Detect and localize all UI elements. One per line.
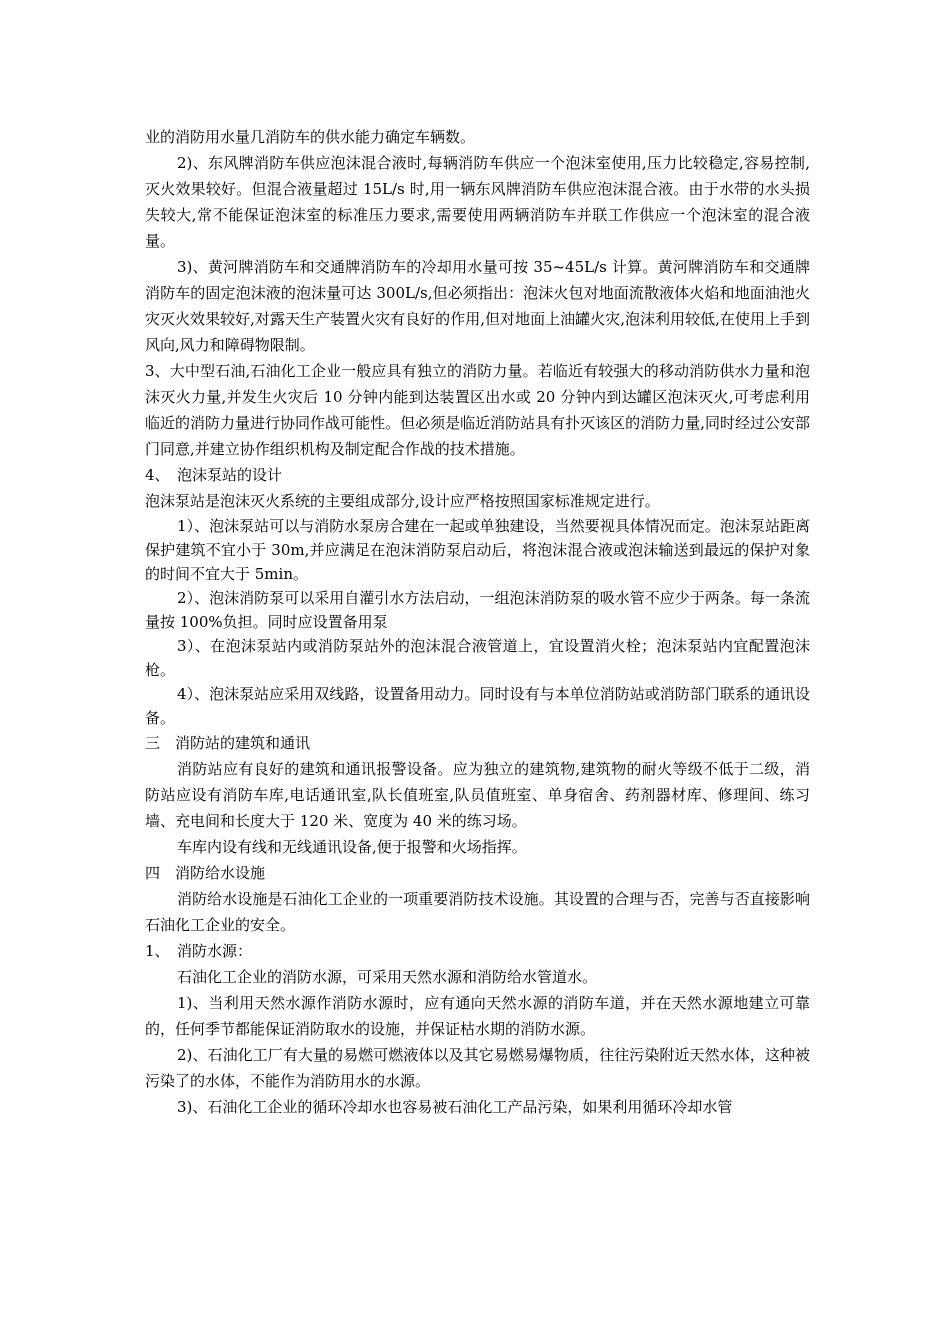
paragraph-13: 车库内设有线和无线通讯设备,便于报警和火场指挥。 [177,838,527,856]
paragraph-12: 消防站应有良好的建筑和通讯报警设备。应为独立的建筑物,建筑物的耐火等级不低于二级，消防站应设有消防车库,电话通讯室,队长值班室,队员值班室、单身宿舍、药剂器材库、修理间、练习墙、充电间和长度大于 120 米、宽度为 40 米的练习场。 [145,760,810,830]
paragraph-3: 3)、黄河牌消防车和交通牌消防车的冷却用水量可按 35~45L/s 计算。黄河牌消防车和交通牌消防车的固定泡沫液的泡沫量可达 300L/s,但必须指出：泡沫火包对地面流散液体火焰和地面油池火灾灭火效果较好,对露天生产装置火灾有良好的作用,但对地面上油罐火灾,泡沫利用较低,在使用上手到风向,风力和障碍物限制。 [145,258,810,354]
section-heading-water-source: 1、 消防水源： [145,942,253,960]
section-heading-fire-station: 三 消防站的建筑和通讯 [145,734,311,752]
paragraph-17: 石油化工企业的消防水源，可采用天然水源和消防给水管道水。 [177,968,598,986]
paragraph-8: 2）、泡沫消防泵可以采用自灌引水方法启动，一组泡沫消防泵的吸水管不应少于两条。每一条流量按 100%负担。同时应设置备用泵 [145,589,810,631]
paragraph-9: 3）、在泡沫泵站内或消防泵站外的泡沫混合液管道上，宜设置消火栓；泡沫泵站内宜配置泡沫枪。 [145,637,810,679]
paragraph-10: 4）、泡沫泵站应采用双线路，设置备用动力。同时设有与本单位消防站或消防部门联系的通讯设备。 [145,685,810,727]
section-heading-foam-pump-station: 4、 泡沫泵站的设计 [145,466,283,484]
paragraph-1: 业的消防用水量几消防车的供水能力确定车辆数。 [145,128,476,146]
paragraph-7: 1）、泡沫泵站可以与消防水泵房合建在一起或单独建设，当然要视具体情况而定。泡沫泵站距离保护建筑不宜小于 30m,并应满足在泡沫消防泵启动后，将泡沫混合液或泡沫输送到最远的保护对象的时间不宜大于 5min。 [145,517,810,583]
paragraph-6: 泡沫泵站是泡沫灭火系统的主要组成部分,设计应严格按照国家标准规定进行。 [145,492,660,510]
paragraph-4: 3、大中型石油,石油化工企业一般应具有独立的消防力量。若临近有较强大的移动消防供水力量和泡沫灭火力量,并发生火灾后 10 分钟内能到达装置区出水或 20 分钟内到达罐区泡沫灭火,可考虑利用临近的消防力量进行协同作战可能性。但必须是临近消防站具有扑灭该区的消防力量,同时经过公安部门同意,并建立协作组织机构及制定配合作战的技术措施。 [145,362,810,458]
section-heading-water-supply: 四 消防给水设施 [145,864,266,882]
document-page [145,124,810,1120]
paragraph-18: 1)、当利用天然水源作消防水源时，应有通向天然水源的消防车道，并在天然水源地建立可靠的，任何季节都能保证消防取水的设施，并保证枯水期的消防水源。 [145,994,810,1038]
paragraph-19: 2)、石油化工厂有大量的易燃可燃液体以及其它易燃易爆物质，往往污染附近天然水体，这种被污染了的水体，不能作为消防用水的水源。 [145,1046,810,1090]
paragraph-15: 消防给水设施是石油化工企业的一项重要消防技术设施。其设置的合理与否，完善与否直接影响石油化工企业的安全。 [145,890,810,934]
paragraph-2: 2)、东风牌消防车供应泡沫混合液时,每辆消防车供应一个泡沫室使用,压力比较稳定,容易控制,灭火效果较好。但混合液量超过 15L/s 时,用一辆东风牌消防车供应泡沫混合液。由于水带的水头损失较大,常不能保证泡沫室的标准压力要求,需要使用两辆消防车并联工作供应一个泡沫室的混合液量。 [145,154,810,250]
paragraph-20: 3)、石油化工企业的循环冷却水也容易被石油化工产品污染，如果利用循环冷却水管 [177,1098,733,1116]
